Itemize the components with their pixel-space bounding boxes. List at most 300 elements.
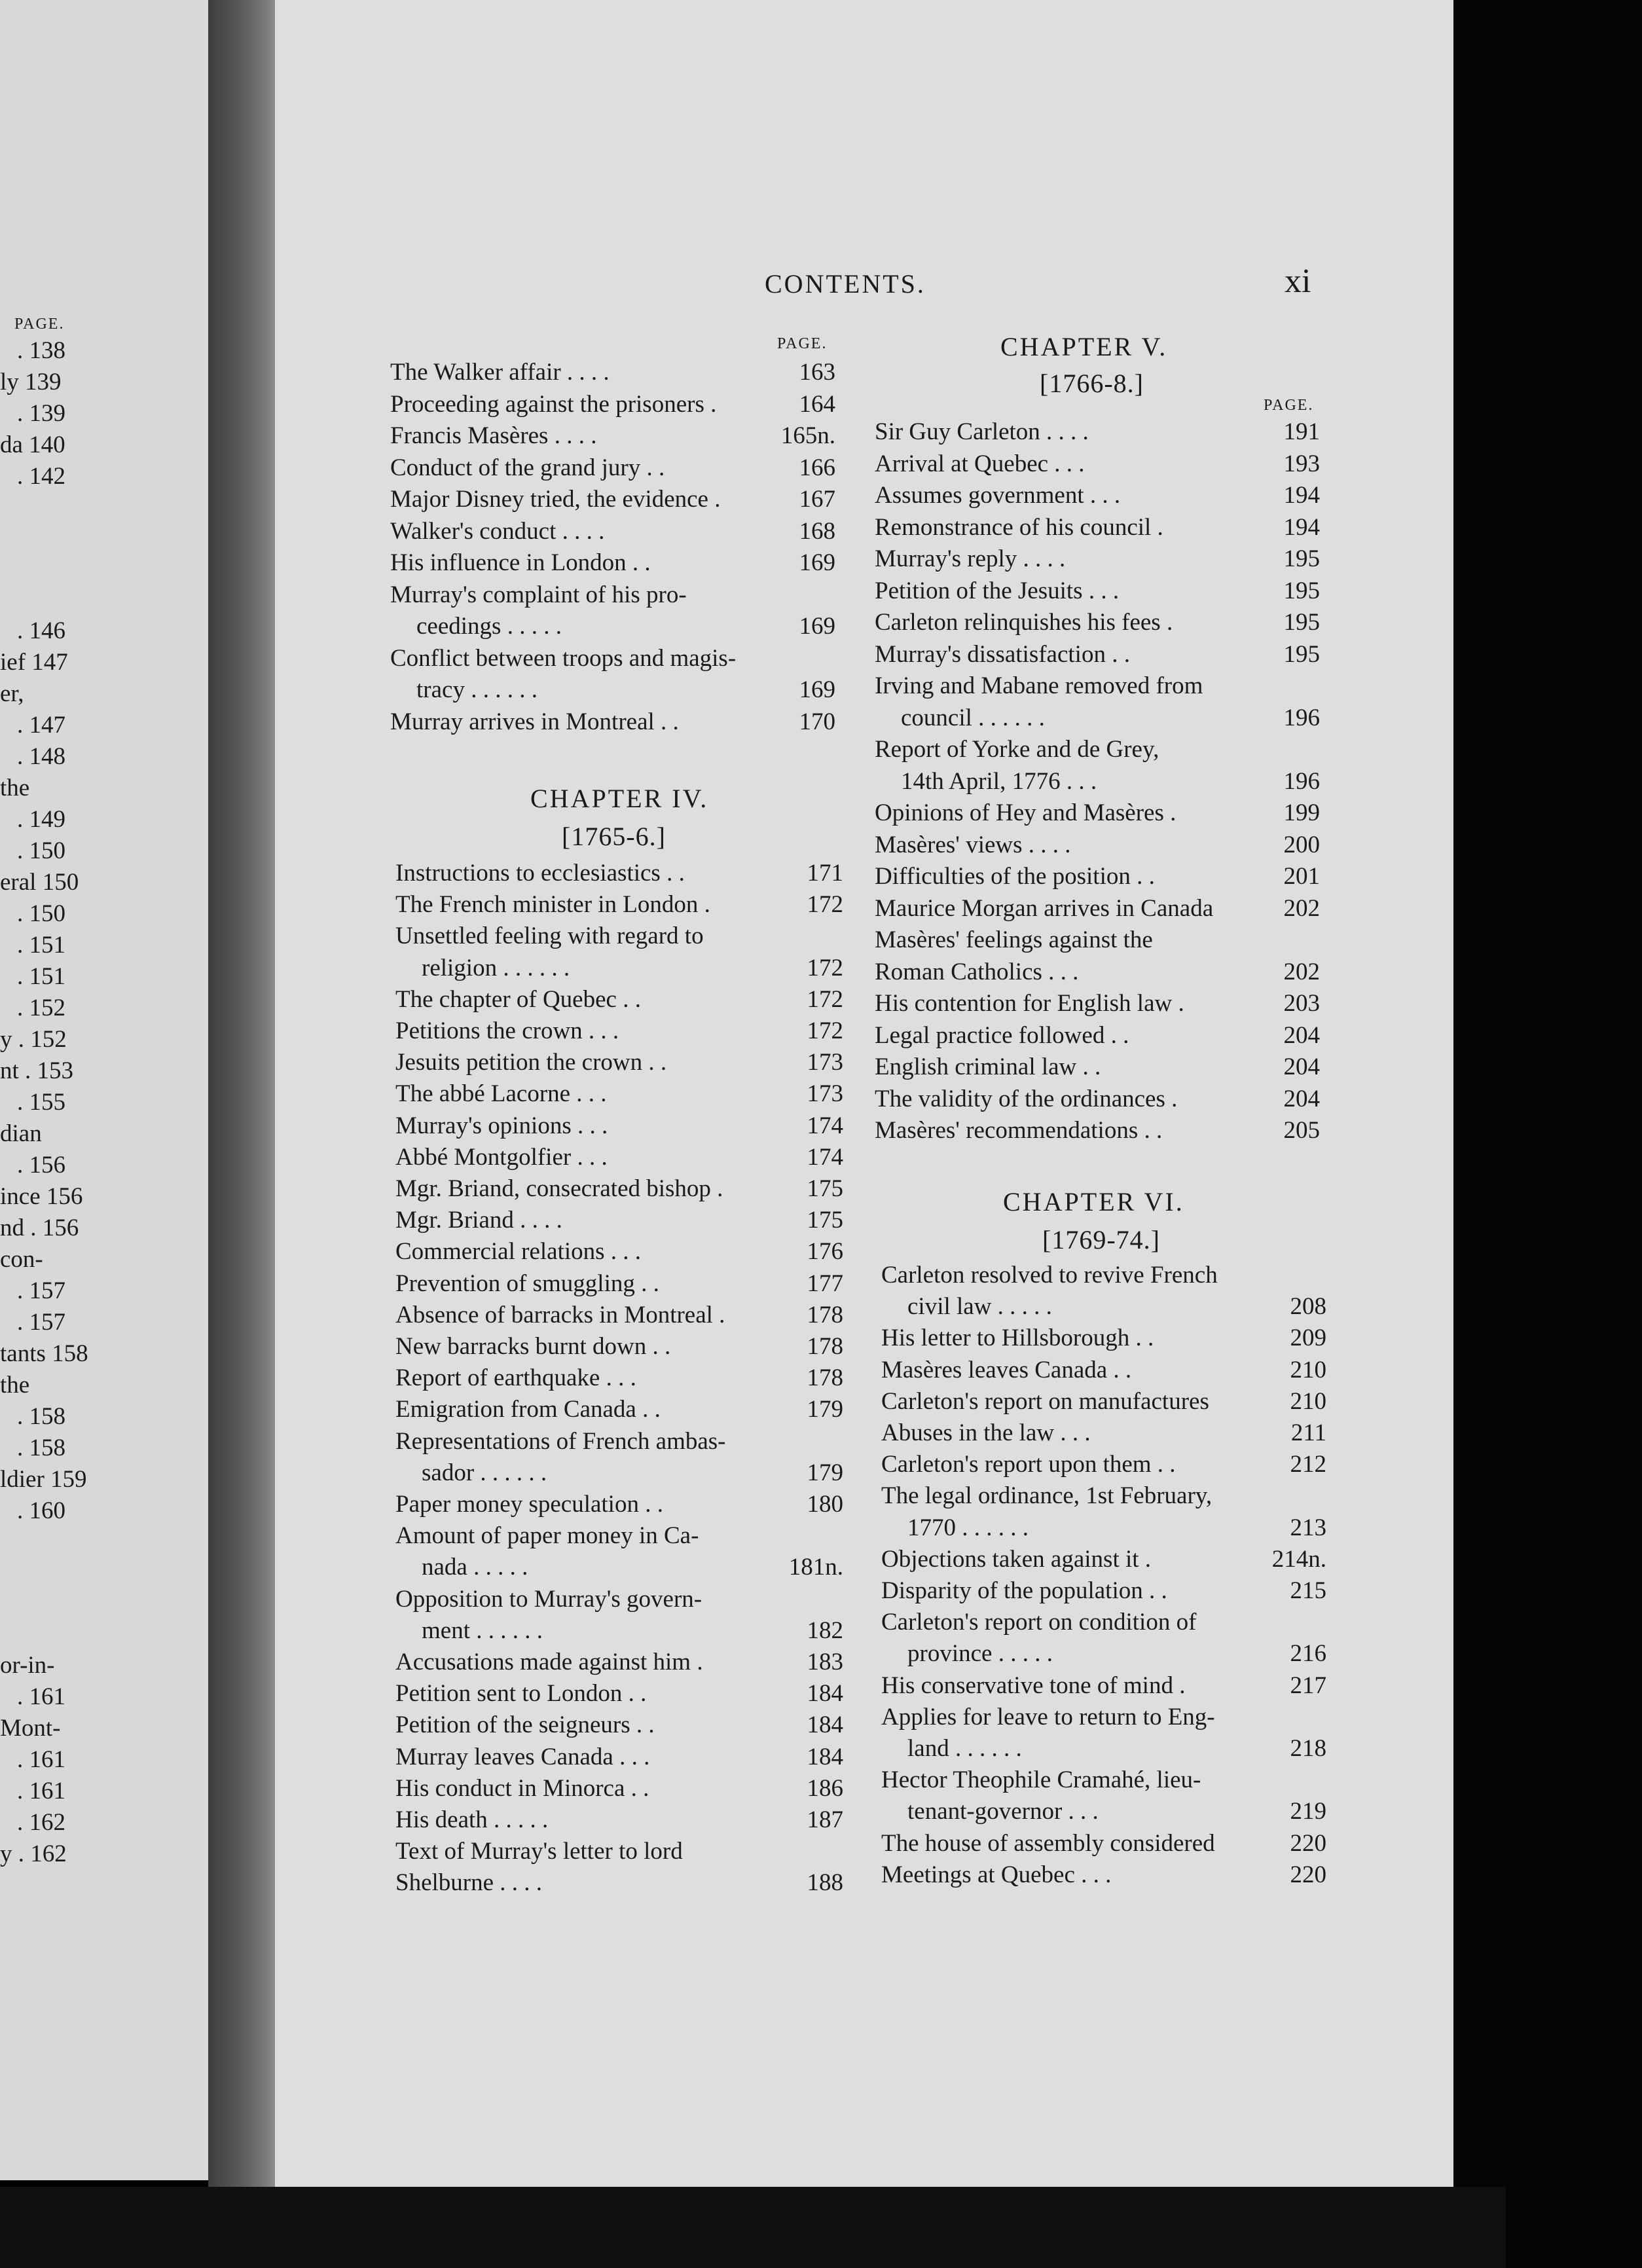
toc-entry-page: 196 [1283, 704, 1320, 731]
toc-entry-title: His influence in London . . [390, 549, 651, 576]
toc-entry-title: Mgr. Briand, consecrated bishop . [395, 1175, 723, 1202]
left-page-label: PAGE. [14, 316, 65, 333]
toc-entry [881, 1323, 1326, 1354]
toc-entry [390, 643, 835, 674]
toc-entry [881, 1859, 1326, 1891]
toc-entry-page: 210 [1290, 1387, 1326, 1415]
toc-entry [390, 706, 835, 738]
toc-entry-title: The French minister in London . [395, 891, 710, 919]
toc-entry [395, 1773, 843, 1804]
toc-entry-page: 211 [1290, 1419, 1326, 1446]
toc-entry-title: Carleton's report on condition of [881, 1609, 1197, 1636]
toc-entry [395, 858, 843, 889]
left-page-fragment: . 149 [17, 806, 65, 833]
toc-entry [395, 1710, 843, 1741]
toc-entry [881, 1449, 1326, 1480]
toc-entry-page: 188 [807, 1869, 843, 1897]
toc-entry-title: Report of earthquake . . . [395, 1364, 636, 1392]
toc-entry [395, 1867, 843, 1899]
toc-entry-page: 218 [1290, 1735, 1326, 1762]
chapter-v-dates: [1766-8.] [1040, 369, 1144, 398]
left-page-fragment: . 155 [17, 1089, 65, 1116]
toc-entry-page: 195 [1283, 577, 1320, 604]
toc-entry-title: Masères' views . . . . [875, 831, 1071, 858]
toc-entry-title: Applies for leave to return to Eng- [881, 1703, 1215, 1730]
toc-entry-page: 169 [799, 549, 835, 576]
toc-entry-title: Arrival at Quebec . . . [875, 450, 1085, 477]
toc-entry-title: His contention for English law . [875, 990, 1184, 1017]
toc-entry [875, 448, 1320, 480]
toc-entry-title: Text of Murray's letter to lord [395, 1838, 683, 1865]
toc-entry-page: 187 [807, 1806, 843, 1833]
toc-entry [395, 1836, 843, 1867]
left-page-fragment: . 158 [17, 1435, 65, 1461]
toc-entry-page: 172 [807, 891, 843, 919]
toc-entry-page: 170 [799, 708, 835, 735]
toc-entry-title: Instructions to ecclesiastics . . [395, 860, 685, 887]
toc-entry-page: 213 [1290, 1514, 1326, 1541]
toc-entry [875, 576, 1320, 607]
toc-entry-title: Major Disney tried, the evidence . [390, 486, 721, 513]
toc-entry-page: 196 [1283, 767, 1320, 795]
toc-entry-page: 175 [807, 1175, 843, 1202]
toc-entry [881, 1575, 1326, 1607]
running-head-title: CONTENTS. [765, 269, 926, 299]
toc-entry-title: Hector Theophile Cramahé, lieu- [881, 1766, 1201, 1794]
toc-entry [395, 1047, 843, 1078]
toc-entry-title: Carleton relinquishes his fees . [875, 609, 1173, 636]
toc-entry-page: 216 [1290, 1640, 1326, 1668]
toc-entry [390, 547, 835, 579]
toc-entry [395, 1584, 843, 1615]
toc-entry-page: 205 [1283, 1117, 1320, 1144]
toc-entry-title: 1770 . . . . . . [907, 1514, 1029, 1541]
left-page-fragment: nt . 153 [0, 1057, 74, 1084]
left-page-fragment: . 150 [17, 900, 65, 927]
left-page-fragment: con- [0, 1246, 43, 1273]
toc-entry-page: 204 [1283, 1021, 1320, 1049]
left-page [0, 0, 210, 2180]
toc-entry [395, 984, 843, 1015]
toc-entry-title: Maurice Morgan arrives in Canada [875, 894, 1214, 922]
toc-entry [395, 921, 843, 952]
toc-entry [875, 1115, 1320, 1146]
toc-entry [395, 1205, 843, 1236]
toc-entry [875, 416, 1320, 448]
toc-entry-page: 220 [1290, 1861, 1326, 1888]
toc-entry-title: tracy . . . . . . [416, 676, 538, 703]
toc-entry-title: ment . . . . . . [422, 1617, 543, 1644]
toc-entry-page: 210 [1290, 1356, 1326, 1383]
toc-entry [875, 861, 1320, 892]
toc-entry [395, 1647, 843, 1678]
toc-entry [907, 1638, 1326, 1670]
toc-entry-title: Abbé Montgolfier . . . [395, 1143, 608, 1171]
left-page-fragment: Mont- [0, 1715, 61, 1742]
toc-entry-title: The legal ordinance, 1st February, [881, 1482, 1213, 1510]
toc-entry [422, 1457, 843, 1489]
toc-entry-title: province . . . . . [907, 1640, 1053, 1668]
toc-entry [395, 1520, 843, 1552]
toc-entry-title: Shelburne . . . . [395, 1869, 543, 1897]
toc-entry [881, 1260, 1326, 1291]
toc-entry [422, 1615, 843, 1647]
toc-entry-page: 172 [807, 985, 843, 1013]
toc-entry-page: 204 [1283, 1085, 1320, 1112]
left-page-fragment: . 162 [17, 1809, 65, 1836]
toc-entry-page: 184 [807, 1743, 843, 1770]
toc-entry [395, 1426, 843, 1457]
toc-entry-title: Conflict between troops and magis- [390, 644, 737, 672]
toc-entry-title: His conservative tone of mind . [881, 1672, 1186, 1699]
left-page-fragment: or-in- [0, 1652, 55, 1679]
toc-entry-title: Petition sent to London . . [395, 1680, 647, 1708]
toc-entry [875, 607, 1320, 638]
toc-entry-page: 174 [807, 1143, 843, 1171]
toc-entry-page: 181n. [788, 1554, 843, 1581]
toc-entry [881, 1670, 1326, 1702]
toc-entry-page: 214n. [1271, 1545, 1326, 1573]
toc-entry [395, 1110, 843, 1142]
toc-entry [907, 1512, 1326, 1544]
chapter-iv-dates: [1765-6.] [562, 822, 666, 851]
toc-entry [875, 924, 1320, 956]
book-spine [208, 0, 280, 2200]
toc-entry-title: Carleton's report on manufactures [881, 1387, 1209, 1415]
toc-entry-page: 165n. [780, 422, 835, 449]
left-page-fragment: y . 152 [0, 1026, 67, 1053]
toc-entry-title: Carleton resolved to revive French [881, 1262, 1218, 1289]
toc-entry [881, 1386, 1326, 1418]
left-page-fragment: er, [0, 680, 24, 707]
toc-entry-page: 194 [1283, 513, 1320, 541]
toc-entry-page: 184 [807, 1711, 843, 1739]
toc-entry [907, 1291, 1326, 1323]
toc-entry-title: The house of assembly considered [881, 1829, 1215, 1857]
toc-entry-page: 201 [1283, 863, 1320, 890]
toc-entry-page: 209 [1290, 1325, 1326, 1352]
left-page-fragment: . 139 [17, 400, 65, 427]
toc-entry-page: 199 [1283, 799, 1320, 826]
toc-entry [875, 893, 1320, 924]
left-page-fragment: . 161 [17, 1746, 65, 1773]
left-page-fragment: y . 162 [0, 1840, 67, 1867]
left-page-fragment: . 148 [17, 743, 65, 770]
toc-entry [881, 1828, 1326, 1859]
chapter-vi-heading: CHAPTER VI. [1003, 1187, 1184, 1216]
toc-entry-title: Masères' feelings against the [875, 926, 1153, 953]
toc-entry-page: 178 [807, 1364, 843, 1392]
toc-entry-title: Murray arrives in Montreal . . [390, 708, 679, 735]
toc-entry-title: Murray's dissatisfaction . . [875, 640, 1130, 668]
toc-entry-title: New barracks burnt down . . [395, 1333, 671, 1360]
toc-entry [390, 452, 835, 484]
toc-entry [881, 1480, 1326, 1512]
left-page-fragment: . 156 [17, 1152, 65, 1179]
toc-entry-title: Petition of the seigneurs . . [395, 1711, 655, 1739]
left-page-fragment: . 138 [17, 337, 65, 364]
left-page-fragment: . 161 [17, 1778, 65, 1804]
toc-entry [395, 1078, 843, 1110]
toc-entry [390, 420, 835, 452]
toc-entry-page: 203 [1283, 990, 1320, 1017]
toc-entry [395, 1236, 843, 1268]
toc-entry-page: 217 [1290, 1672, 1326, 1699]
toc-entry-title: Emigration from Canada . . [395, 1396, 661, 1423]
toc-entry-title: Commercial relations . . . [395, 1238, 642, 1266]
left-page-fragment: . 158 [17, 1403, 65, 1430]
toc-entry [875, 670, 1320, 702]
toc-entry-title: Irving and Mabane removed from [875, 672, 1203, 699]
toc-entry-title: Murray's reply . . . . [875, 545, 1066, 572]
toc-entry-page: 173 [807, 1080, 843, 1108]
left-page-fragment: . 150 [17, 837, 65, 864]
toc-entry-title: Abuses in the law . . . [881, 1419, 1091, 1446]
toc-entry [416, 611, 835, 642]
toc-entry [875, 543, 1320, 575]
toc-entry-page: 179 [807, 1459, 843, 1486]
toc-entry-title: Accusations made against him . [395, 1649, 703, 1675]
toc-entry [875, 734, 1320, 765]
toc-entry-title: His death . . . . . [395, 1806, 549, 1833]
left-page-fragment: . 160 [17, 1497, 65, 1524]
toc-entry-page: 169 [799, 676, 835, 703]
toc-entry-title: civil law . . . . . [907, 1293, 1052, 1321]
left-page-fragment: ief 147 [0, 649, 68, 676]
toc-entry-page: 215 [1290, 1577, 1326, 1604]
toc-entry [395, 1742, 843, 1773]
toc-entry-page: 204 [1283, 1053, 1320, 1080]
toc-entry-title: Legal practice followed . . [875, 1021, 1129, 1049]
toc-entry-page: 171 [807, 860, 843, 887]
left-page-fragment: nd . 156 [0, 1215, 79, 1241]
left-page-fragment: . 151 [17, 932, 65, 959]
toc-entry-title: His letter to Hillsborough . . [881, 1325, 1154, 1352]
chapter-iv-heading: CHAPTER IV. [530, 784, 709, 813]
toc-entry-page: 168 [799, 517, 835, 545]
toc-entry-title: land . . . . . . [907, 1735, 1022, 1762]
toc-entry-page: 175 [807, 1207, 843, 1234]
toc-entry [875, 988, 1320, 1019]
toc-entry-title: Amount of paper money in Ca- [395, 1522, 699, 1550]
toc-entry-page: 166 [799, 454, 835, 481]
toc-entry [875, 512, 1320, 543]
col1-page-label: PAGE. [777, 335, 828, 352]
toc-entry-page: 195 [1283, 545, 1320, 572]
toc-entry-page: 202 [1283, 894, 1320, 922]
toc-entry [875, 1020, 1320, 1052]
toc-entry [875, 830, 1320, 861]
toc-entry-page: 182 [807, 1617, 843, 1644]
toc-entry-title: The validity of the ordinances . [875, 1085, 1178, 1112]
toc-entry [395, 1489, 843, 1520]
toc-entry-title: Disparity of the population . . [881, 1577, 1167, 1604]
toc-entry-page: 172 [807, 1017, 843, 1044]
left-page-fragment: . 157 [17, 1309, 65, 1336]
toc-entry-page: 173 [807, 1049, 843, 1076]
toc-entry-title: nada . . . . . [422, 1554, 528, 1581]
left-page-fragment: ldier 159 [0, 1466, 87, 1493]
toc-entry-page: 195 [1283, 640, 1320, 668]
toc-entry-page: 177 [807, 1270, 843, 1297]
toc-entry [390, 357, 835, 388]
toc-entry [881, 1702, 1326, 1733]
toc-entry [390, 579, 835, 611]
left-page-fragment: ly 139 [0, 369, 62, 395]
toc-entry-page: 183 [807, 1649, 843, 1675]
toc-entry-title: Meetings at Quebec . . . [881, 1861, 1112, 1888]
toc-entry-title: Roman Catholics . . . [875, 958, 1079, 985]
toc-entry [875, 1052, 1320, 1083]
toc-entry-title: Murray's complaint of his pro- [390, 581, 687, 608]
toc-entry [875, 797, 1320, 829]
toc-entry [422, 953, 843, 984]
toc-entry-page: 184 [807, 1680, 843, 1708]
page-edge-shadow [1453, 0, 1642, 2268]
toc-entry [390, 389, 835, 420]
toc-entry-page: 212 [1290, 1451, 1326, 1478]
toc-entry-title: Unsettled feeling with regard to [395, 923, 704, 950]
toc-entry-title: Murray's opinions . . . [395, 1112, 608, 1139]
toc-entry [875, 957, 1320, 988]
left-page-fragment: . 161 [17, 1683, 65, 1710]
toc-entry-page: 195 [1283, 609, 1320, 636]
toc-entry-page: 220 [1290, 1829, 1326, 1857]
toc-entry-title: Walker's conduct . . . . [390, 517, 605, 545]
toc-entry [395, 1678, 843, 1710]
toc-entry-page: 176 [807, 1238, 843, 1266]
toc-entry-title: Paper money speculation . . [395, 1491, 663, 1518]
toc-entry-title: Absence of barracks in Montreal . [395, 1301, 725, 1328]
toc-entry-page: 202 [1283, 958, 1320, 985]
toc-entry [875, 639, 1320, 670]
left-page-fragment: . 147 [17, 712, 65, 739]
toc-entry-page: 172 [807, 954, 843, 981]
toc-entry-title: ceedings . . . . . [416, 613, 562, 640]
toc-entry-title: Opinions of Hey and Masères . [875, 799, 1177, 826]
chapter-vi-dates: [1769-74.] [1042, 1225, 1160, 1254]
toc-entry-title: Representations of French ambas- [395, 1427, 726, 1455]
toc-entry-page: 194 [1283, 482, 1320, 509]
left-page-fragment: . 157 [17, 1277, 65, 1304]
left-page-fragment: da 140 [0, 431, 65, 458]
toc-entry [395, 1331, 843, 1363]
toc-entry-title: English criminal law . . [875, 1053, 1101, 1080]
toc-entry [875, 480, 1320, 511]
toc-entry [881, 1765, 1326, 1796]
left-page-fragment: tants 158 [0, 1340, 88, 1367]
toc-entry-title: The Walker affair . . . . [390, 359, 610, 386]
toc-entry-page: 186 [807, 1774, 843, 1802]
toc-entry-page: 163 [799, 359, 835, 386]
toc-entry-title: Petition of the Jesuits . . . [875, 577, 1120, 604]
toc-entry-title: Carleton's report upon them . . [881, 1451, 1176, 1478]
toc-entry-title: council . . . . . . [901, 704, 1045, 731]
toc-entry-page: 178 [807, 1333, 843, 1360]
toc-entry-title: The chapter of Quebec . . [395, 985, 641, 1013]
toc-entry [881, 1355, 1326, 1386]
toc-entry-page: 208 [1290, 1293, 1326, 1321]
toc-entry [395, 1363, 843, 1394]
left-page-fragment: dian [0, 1120, 42, 1147]
toc-entry-title: Petitions the crown . . . [395, 1017, 619, 1044]
toc-entry-title: Jesuits petition the crown . . [395, 1049, 667, 1076]
toc-entry [901, 766, 1320, 797]
left-page-fragment: . 151 [17, 963, 65, 990]
left-page-fragment: . 152 [17, 995, 65, 1021]
toc-entry-title: Report of Yorke and de Grey, [875, 736, 1159, 763]
bottom-shadow [0, 2187, 1506, 2268]
toc-entry [416, 674, 835, 706]
chapter-v-heading: CHAPTER V. [1000, 332, 1168, 361]
toc-entry-title: His conduct in Minorca . . [395, 1774, 649, 1802]
toc-entry-page: 179 [807, 1396, 843, 1423]
toc-entry-page: 193 [1283, 450, 1320, 477]
toc-entry [881, 1418, 1326, 1449]
col2-page-label: PAGE. [1264, 397, 1314, 414]
toc-entry [395, 1300, 843, 1331]
left-page-fragment: . 146 [17, 617, 65, 644]
toc-entry-title: Difficulties of the position . . [875, 863, 1155, 890]
toc-entry-page: 200 [1283, 831, 1320, 858]
toc-entry [395, 1173, 843, 1205]
toc-entry-title: religion . . . . . . [422, 954, 570, 981]
left-page-fragment: . 142 [17, 463, 65, 490]
toc-entry-title: The abbé Lacorne . . . [395, 1080, 607, 1108]
toc-entry-title: Masères' recommendations . . [875, 1117, 1163, 1144]
toc-entry [901, 703, 1320, 734]
toc-entry [881, 1607, 1326, 1638]
toc-entry-title: sador . . . . . . [422, 1459, 547, 1486]
left-page-fragment: ince 156 [0, 1183, 83, 1210]
toc-entry [390, 516, 835, 547]
toc-entry-page: 180 [807, 1491, 843, 1518]
toc-entry [422, 1552, 843, 1583]
toc-entry-page: 178 [807, 1301, 843, 1328]
toc-entry-page: 174 [807, 1112, 843, 1139]
toc-entry [395, 1142, 843, 1173]
toc-entry [395, 1268, 843, 1300]
toc-entry-page: 164 [799, 390, 835, 418]
toc-entry-title: Murray leaves Canada . . . [395, 1743, 650, 1770]
toc-entry [907, 1796, 1326, 1827]
toc-entry-title: Mgr. Briand . . . . [395, 1207, 562, 1234]
left-page-fragment: eral 150 [0, 869, 79, 896]
toc-entry-title: 14th April, 1776 . . . [901, 767, 1097, 795]
left-page-fragment: the [0, 1372, 30, 1399]
toc-entry [907, 1733, 1326, 1765]
toc-entry-title: Opposition to Murray's govern- [395, 1585, 702, 1613]
toc-entry [395, 889, 843, 921]
toc-entry-title: Masères leaves Canada . . [881, 1356, 1132, 1383]
toc-entry-title: Proceeding against the prisoners . [390, 390, 717, 418]
left-page-fragment: the [0, 775, 30, 801]
toc-entry-title: tenant-governor . . . [907, 1798, 1099, 1825]
running-head-page-number: xi [1285, 263, 1311, 300]
toc-entry [390, 484, 835, 515]
toc-entry [395, 1015, 843, 1047]
toc-entry-page: 191 [1283, 418, 1320, 445]
toc-entry-title: Francis Masères . . . . [390, 422, 597, 449]
toc-entry-title: Sir Guy Carleton . . . . [875, 418, 1089, 445]
toc-entry [875, 1084, 1320, 1115]
toc-entry-title: Remonstrance of his council . [875, 513, 1163, 541]
toc-entry-title: Objections taken against it . [881, 1545, 1152, 1573]
toc-entry-page: 169 [799, 613, 835, 640]
toc-entry [395, 1804, 843, 1836]
toc-entry [395, 1394, 843, 1425]
toc-entry [881, 1544, 1326, 1575]
